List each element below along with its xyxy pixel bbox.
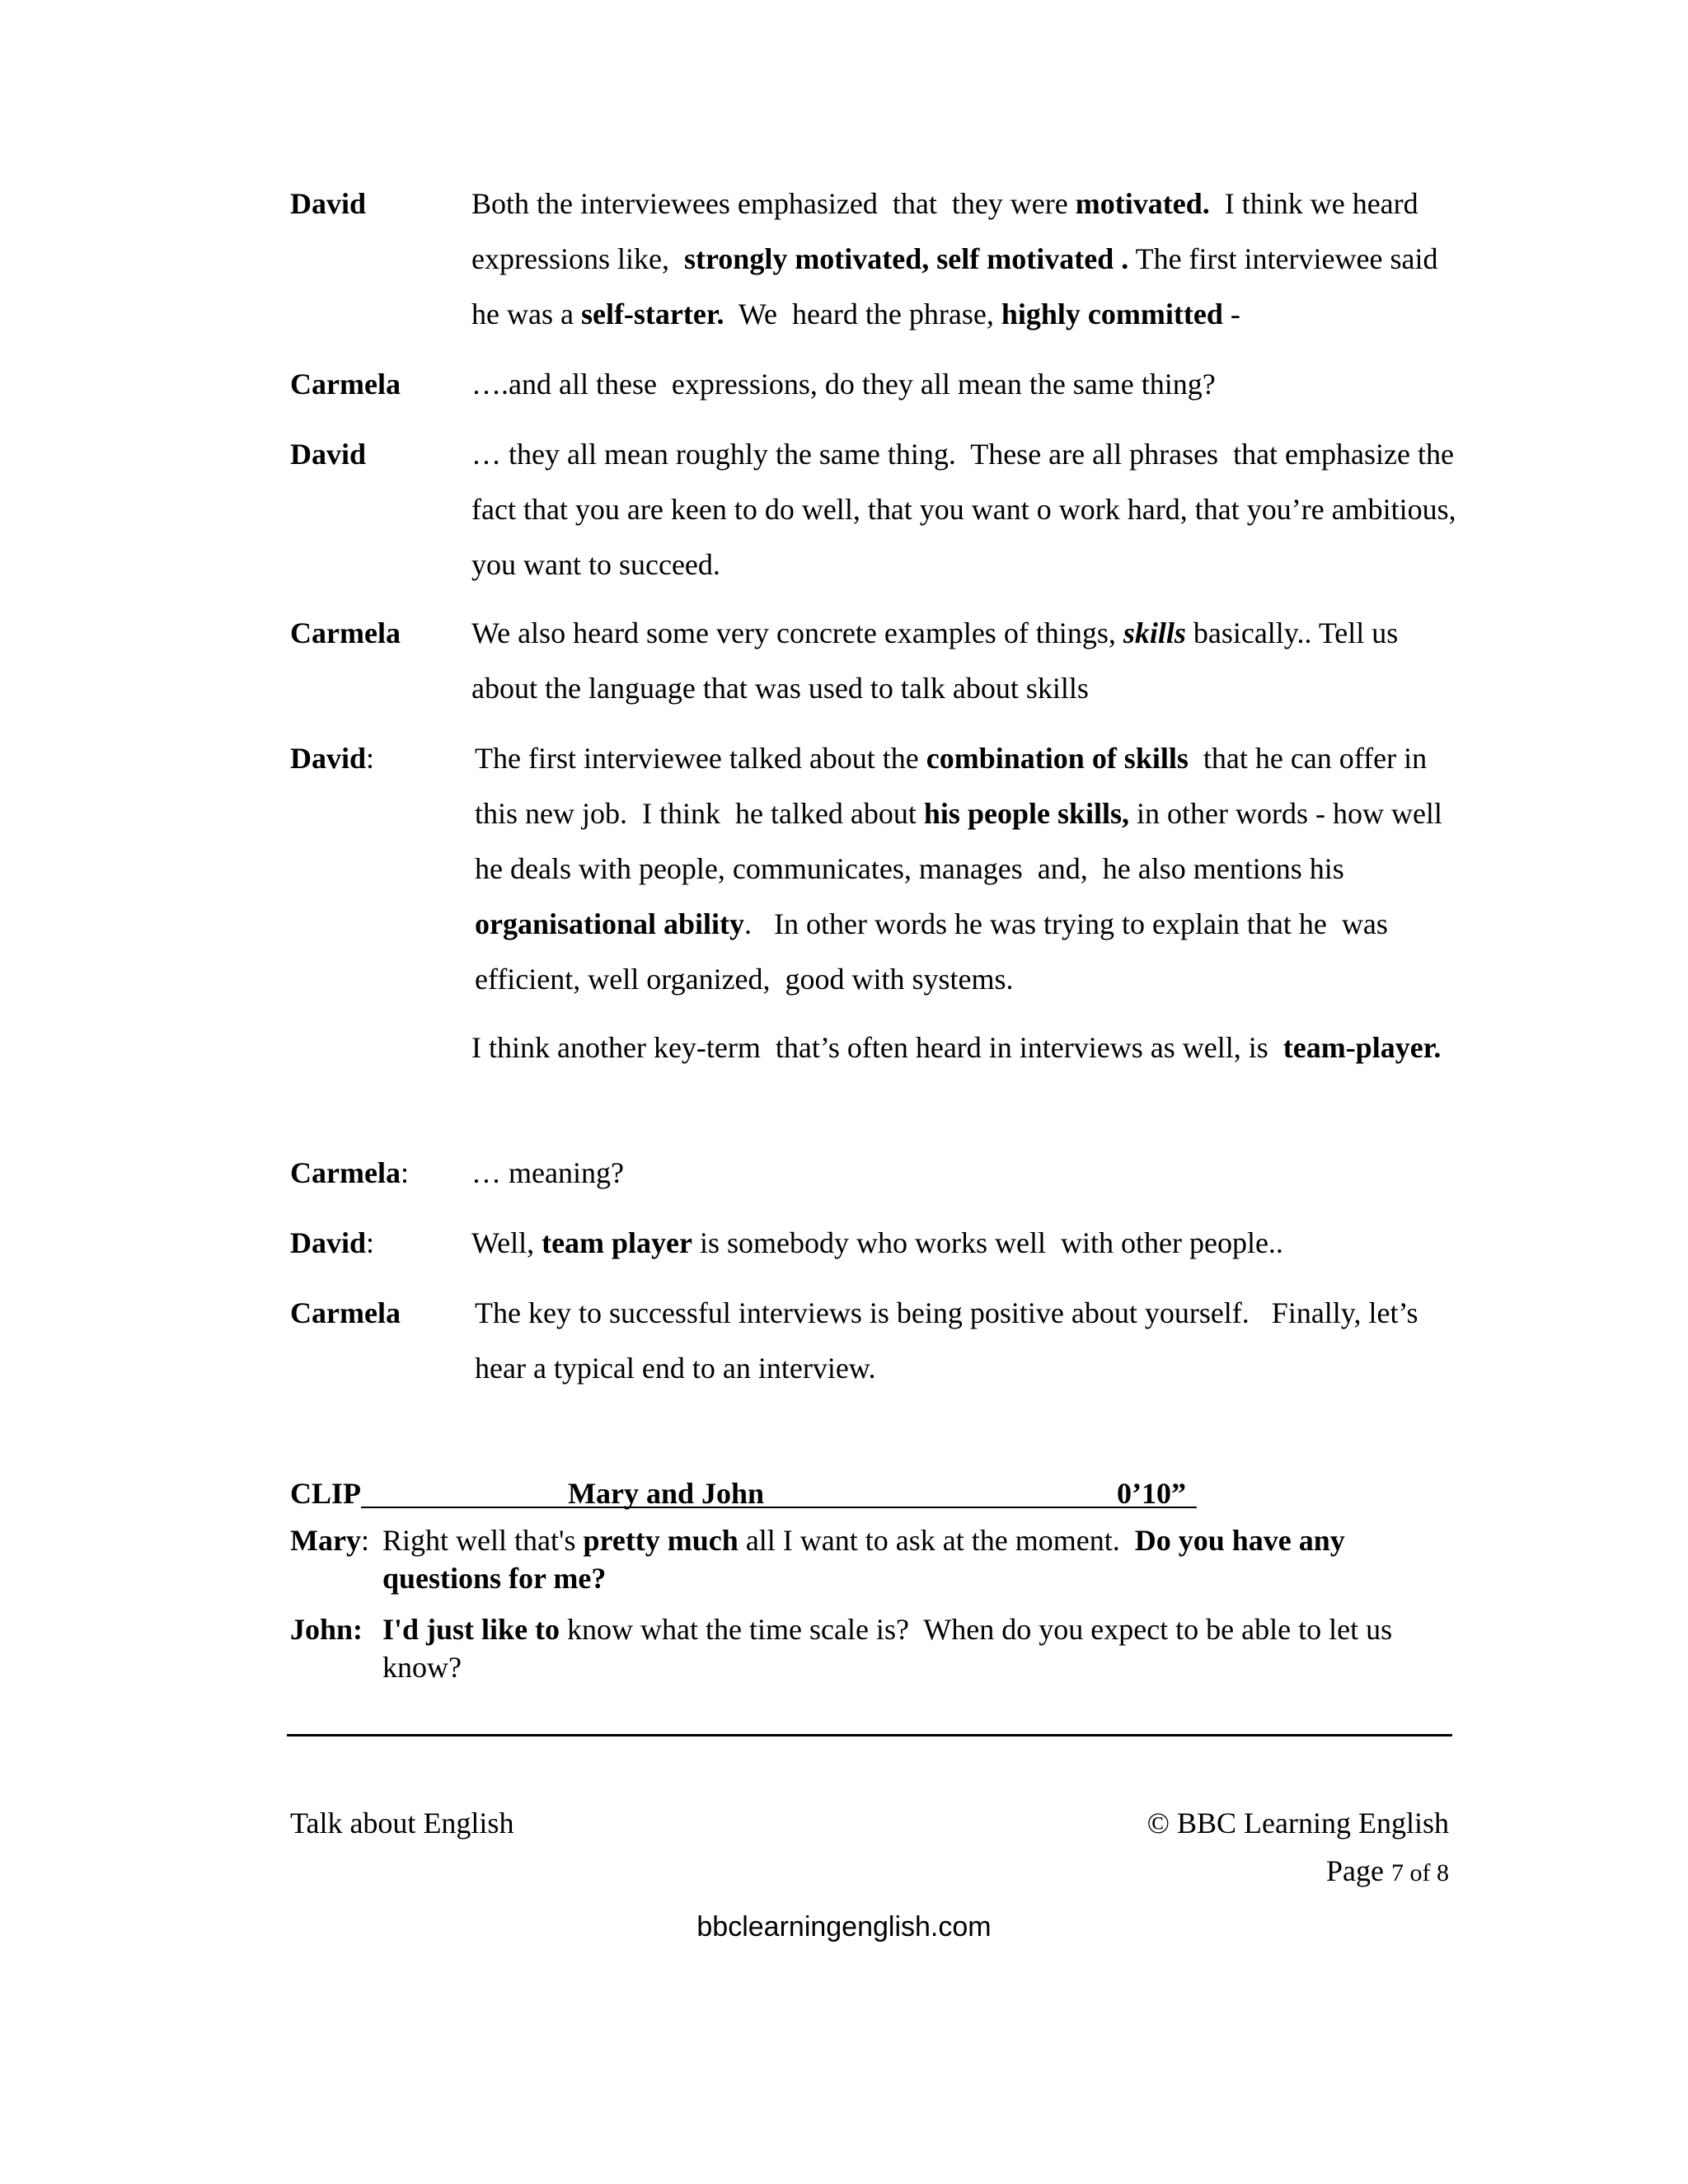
text-segment: The key to successful interviews is being positive about yourself. Finally, let’s hear a typical end to an interview. [475, 1296, 1426, 1385]
text-segment: know what the time scale is? When do you expect to be able to let us know? [382, 1613, 1400, 1684]
dialogue-text [471, 176, 1461, 342]
text-segment: basically.. Tell us about the language that was used to talk about skills [471, 616, 1406, 705]
clip-speaker: John: [290, 1613, 363, 1646]
dialogue-text [471, 1020, 1461, 1076]
text-segment: . In other words he was trying to explain that he was efficient, well organized, good with systems. [475, 907, 1395, 996]
footer-url: bbclearningenglish.com [696, 1911, 992, 1943]
speaker-name: David [290, 438, 367, 471]
speaker-name: David [290, 187, 367, 220]
text-segment: The first interviewee said he was a [471, 242, 1446, 330]
text-segment: team-player. [1282, 1031, 1442, 1064]
footer-page-number [1326, 1851, 1449, 1893]
speaker-name: David: [290, 742, 375, 775]
clip-title: Mary and John [568, 1477, 765, 1510]
clip-label: CLIP [290, 1474, 361, 1513]
text-segment: that he can offer in this new job. I think he talked about [475, 742, 1435, 830]
speaker-name: Carmela [290, 368, 401, 401]
text-segment: self-starter. [580, 298, 724, 330]
clip-duration: 0’10” [1117, 1477, 1186, 1510]
text-segment: Right well that's [382, 1524, 584, 1557]
text-segment: combination of skills [926, 742, 1189, 775]
text-segment: We heard the phrase, [724, 298, 1001, 330]
text-segment: - [1222, 298, 1240, 330]
text-segment: pretty much [583, 1524, 738, 1557]
dialogue-text [471, 427, 1464, 593]
text-segment: Do you have any questions for me? [382, 1524, 1353, 1595]
footer-rule [287, 1734, 1452, 1736]
text-segment: ….and all these expressions, do they all mean the same thing? [471, 368, 1216, 401]
dialogue-text [471, 1216, 1461, 1271]
dialogue-text [475, 731, 1464, 1007]
speaker-name: Carmela [290, 1296, 401, 1329]
dialogue-text [471, 357, 1461, 412]
clip-header [290, 1474, 1197, 1513]
text-segment: his people skills, [923, 797, 1129, 830]
dialogue-text [475, 1286, 1464, 1396]
text-segment: We also heard some very concrete examples of things, [471, 616, 1123, 649]
text-segment: Well, [471, 1226, 542, 1259]
clip-text [382, 1521, 1396, 1597]
page-prefix: Page [1326, 1854, 1384, 1887]
speaker-name: Carmela [290, 616, 401, 649]
text-segment: … they all mean roughly the same thing. These are all phrases that emphasize the fact that you are keen to do well, that you want o work hard, that you’re ambitious, you want to succeed. [471, 438, 1464, 581]
clip-text [382, 1610, 1400, 1686]
text-segment: motivated. [1075, 187, 1210, 220]
text-segment: Both the interviewees emphasized that they were [471, 187, 1076, 220]
footer-copyright: © BBC Learning English [1146, 1807, 1449, 1840]
text-segment: I think another key-term that’s often heard in interviews as well, is [471, 1031, 1283, 1064]
text-segment: in other words - how well he deals with people, communicates, manages and, he also mentions his [475, 797, 1450, 885]
text-segment: is somebody who works well with other people.. [692, 1226, 1283, 1259]
text-segment: all I want to ask at the moment. [738, 1524, 1135, 1557]
clip-speaker: Mary: [290, 1524, 369, 1557]
text-segment: The first interviewee talked about the [475, 742, 926, 775]
text-segment: organisational ability [475, 907, 745, 940]
text-segment: … meaning? [471, 1156, 624, 1189]
speaker-name: Carmela: [290, 1156, 409, 1189]
text-segment: highly committed [1001, 298, 1223, 330]
page-count: 7 of 8 [1391, 1859, 1449, 1886]
text-segment: skills [1123, 616, 1186, 649]
text-segment: I'd just like to [382, 1613, 560, 1646]
dialogue-text [471, 1146, 1461, 1201]
footer-series-title: Talk about English [290, 1807, 514, 1840]
text-segment: strongly motivated, self motivated . [683, 242, 1129, 275]
dialogue-text [471, 606, 1461, 716]
speaker-name: David: [290, 1226, 375, 1259]
text-segment: team player [542, 1226, 693, 1259]
text-segment: I think we heard expressions like, [471, 187, 1426, 275]
